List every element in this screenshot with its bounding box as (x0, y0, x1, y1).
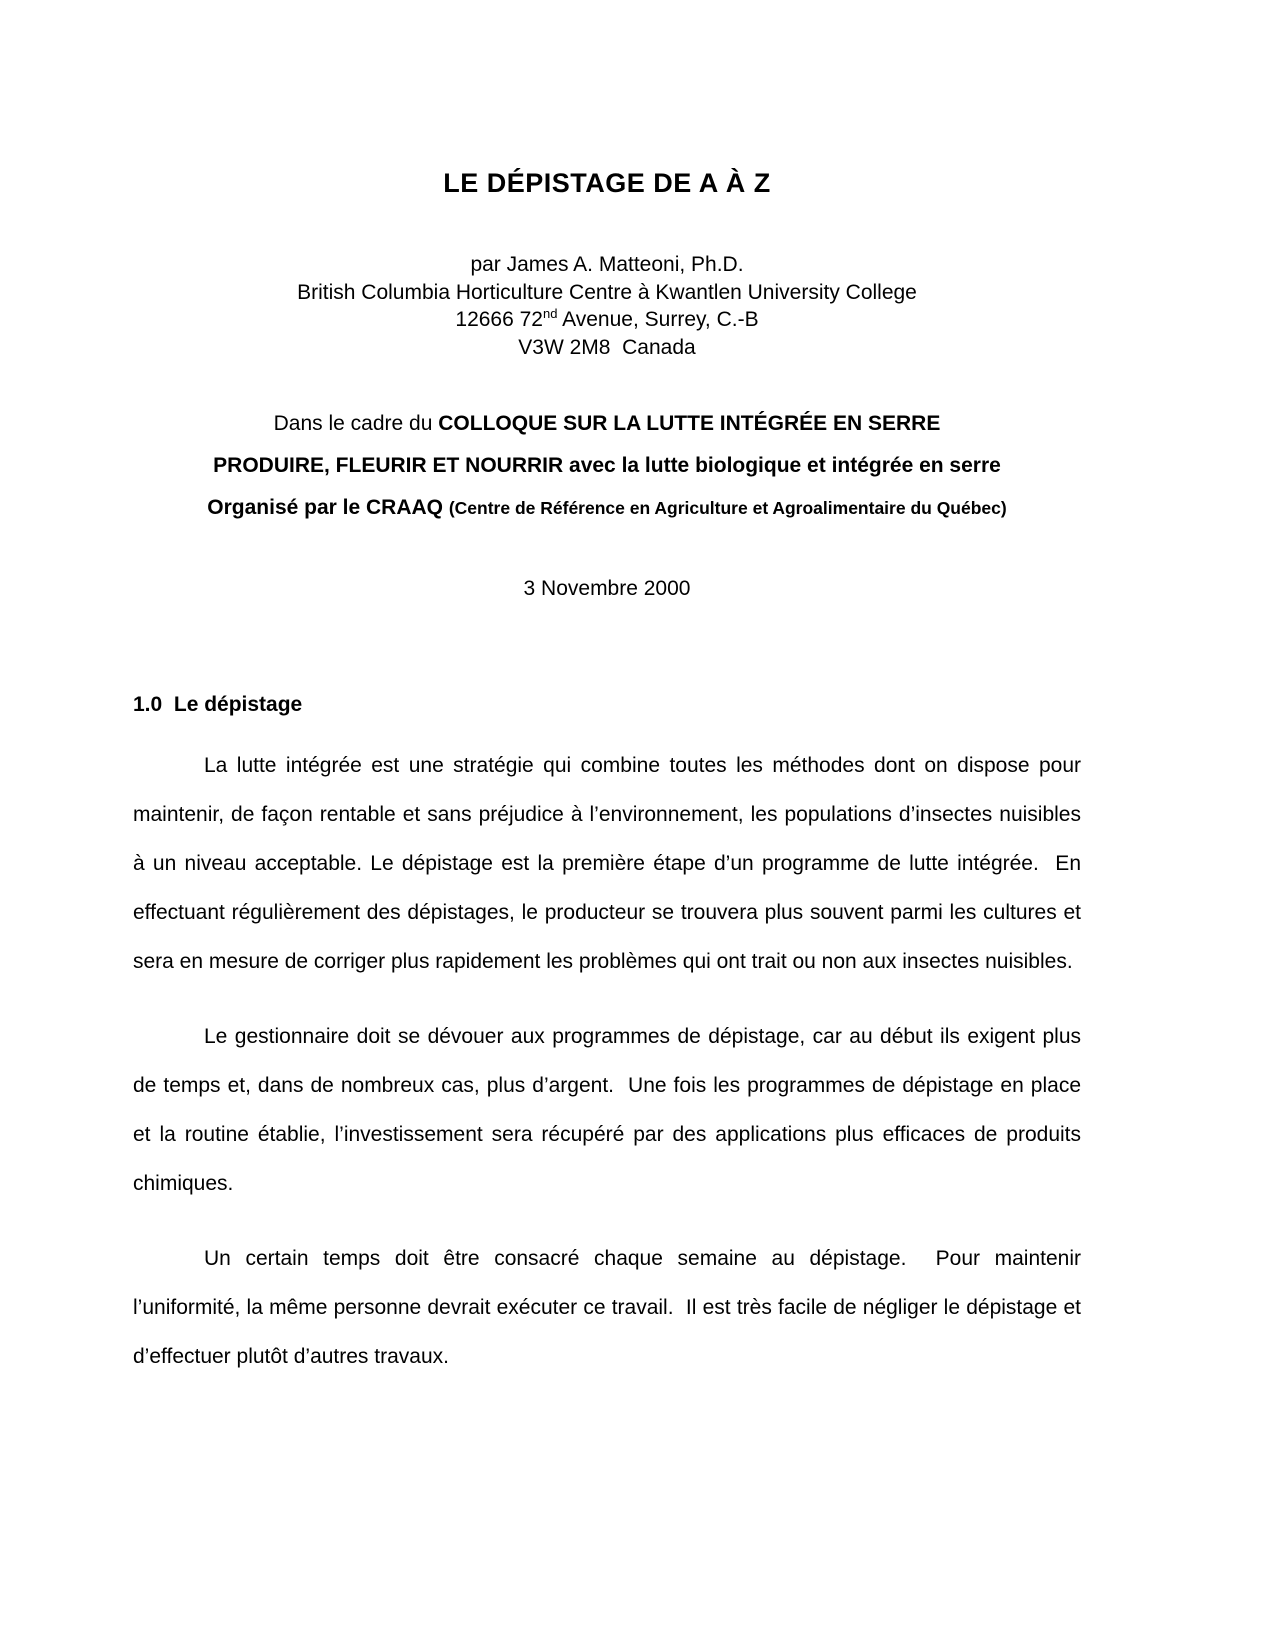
event-line-1-intro: Dans le cadre du (273, 412, 439, 435)
section-heading-1-0: 1.0 Le dépistage (133, 693, 303, 716)
author-block (133, 251, 1081, 361)
event-line-1-colloque: COLLOQUE SUR LA LUTTE INTÉGRÉE EN SERRE (438, 412, 941, 435)
author-name-line: par James A. Matteoni, Ph.D. (470, 253, 744, 276)
event-line-3-organizer: Organisé par le CRAAQ (207, 496, 449, 519)
event-block (133, 403, 1081, 529)
address-street-number: 12666 72 (455, 308, 543, 331)
paragraph-2: Le gestionnaire doit se dévouer aux programmes de dépistage, car au début ils exigent plus de temps et, dans de nombreux cas, plus d’argent. Une fois les programmes de dépistage en place et la routine établie, l’investissement sera récupéré par des applications plus efficaces de produits chimiques. (133, 1025, 1087, 1195)
event-line-3 (133, 487, 1081, 529)
event-line-2 (133, 445, 1081, 487)
paragraph-3: Un certain temps doit être consacré chaque semaine au dépistage. Pour maintenir l’uniformité, la même personne devrait exécuter ce travail. Il est très facile de négliger le dépistage et d’effectuer plutôt d’autres travaux. (133, 1247, 1087, 1368)
address-ordinal-suffix: nd (542, 306, 558, 321)
event-line-3-craaq-expansion: (Centre de Référence en Agriculture et Agroalimentaire du Québec) (448, 498, 1007, 518)
document-date: 3 Novembre 2000 (523, 577, 691, 600)
paragraph-1: La lutte intégrée est une stratégie qui combine toutes les méthodes dont on dispose pour maintenir, de façon rentable et sans préjudice à l’environnement, les populations d’insectes nuisibles à un niveau acceptable. Le dépistage est la première étape d’un programme de lutte intégrée. En effectuant régulièrement des dépistages, le producteur se trouvera plus souvent parmi les cultures et sera en mesure de corriger plus rapidement les problèmes qui ont trait ou non aux insectes nuisibles. (133, 754, 1087, 973)
event-line-1 (133, 403, 1081, 445)
document-title: LE DÉPISTAGE DE A À Z (443, 168, 771, 198)
author-institution-line: British Columbia Horticulture Centre à Kwantlen University College (297, 280, 917, 304)
address-street-rest: Avenue, Surrey, C.-B (557, 308, 759, 331)
event-line-2-theme: PRODUIRE, FLEURIR ET NOURRIR avec la lutte biologique et intégrée en serre (213, 454, 1001, 477)
author-address-line (133, 306, 1081, 334)
author-postal-line: V3W 2M8 Canada (518, 335, 696, 359)
